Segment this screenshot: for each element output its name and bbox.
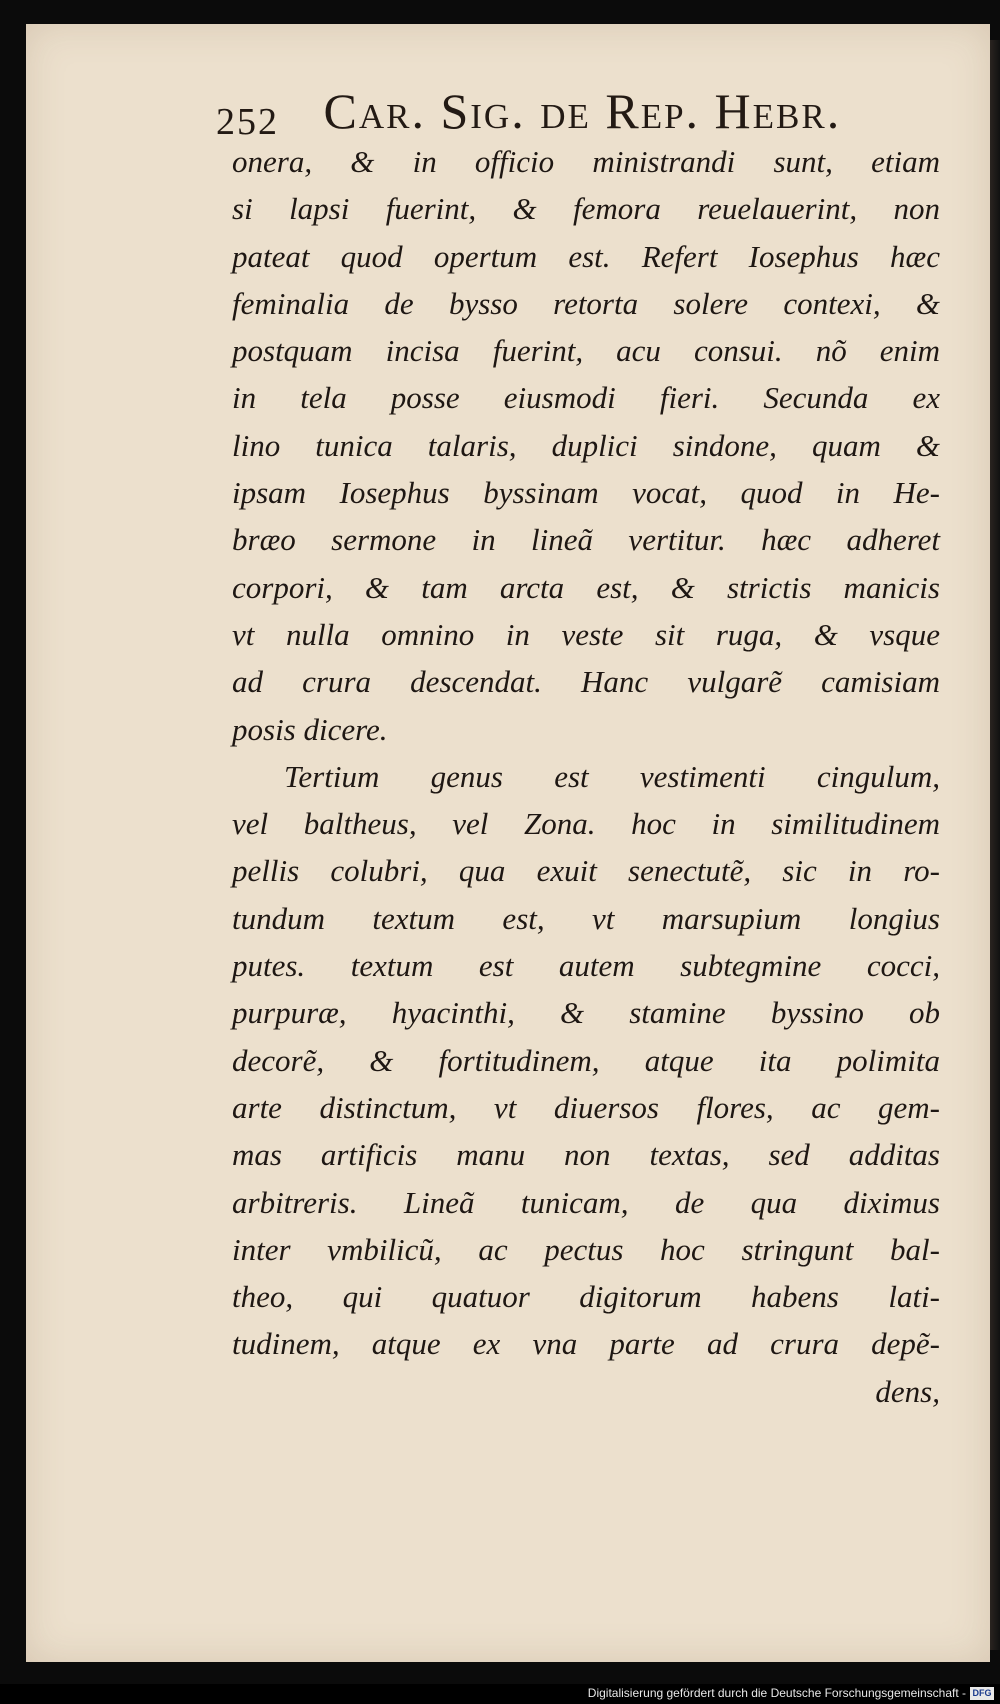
- text-line: vel baltheus, vel Zona. hoc in similitudinem: [232, 806, 940, 842]
- text-line: in tela posse eiusmodi fieri. Secunda ex: [232, 380, 940, 416]
- text-line: postquam incisa fuerint, acu consui. nõ enim: [232, 333, 940, 369]
- text-line: inter vmbilicũ, ac pectus hoc stringunt bal-: [232, 1231, 940, 1267]
- text-line: arbitreris. Lineã tunicam, de qua diximus: [232, 1184, 940, 1220]
- text-line: vt nulla omnino in veste sit ruga, & vsque: [232, 616, 940, 652]
- page-edge: [990, 40, 1000, 1650]
- text-line: si lapsi fuerint, & femora reuelauerint, non: [232, 191, 940, 227]
- text-line: ad crura descendat. Hanc vulgarẽ camisiam: [232, 664, 940, 700]
- body-text: [232, 138, 940, 1415]
- running-header: [216, 82, 936, 142]
- text-line: pellis colubri, qua exuit senectutẽ, sic in ro-: [232, 853, 940, 889]
- funding-credit: Digitalisierung gefördert durch die Deutsche Forschungsgemeinschaft -: [587, 1686, 966, 1700]
- text-line: arte distinctum, vt diuersos flores, ac gem-: [232, 1089, 940, 1125]
- text-line: Tertium genus est vestimenti cingulum,: [284, 758, 940, 794]
- text-line: lino tunica talaris, duplici sindone, quam &: [232, 427, 940, 463]
- text-line: tudinem, atque ex vna parte ad crura depẽ-: [232, 1326, 940, 1362]
- text-line: corpori, & tam arcta est, & strictis manicis: [232, 569, 940, 605]
- running-title: Car. Sig. de Rep. Hebr.: [323, 83, 842, 139]
- text-line: purpuræ, hyacinthi, & stamine byssino ob: [232, 995, 940, 1031]
- text-line: pateat quod opertum est. Refert Iosephus hæc: [232, 238, 940, 274]
- text-line: ipsam Iosephus byssinam vocat, quod in He-: [232, 475, 940, 511]
- catchword: dens,: [875, 1373, 940, 1409]
- page-number: 252: [216, 101, 279, 143]
- text-line: tundum textum est, vt marsupium longius: [232, 900, 940, 936]
- text-line: putes. textum est autem subtegmine cocci,: [232, 948, 940, 984]
- text-line: theo, qui quatuor digitorum habens lati-: [232, 1279, 940, 1315]
- text-line: decorẽ, & fortitudinem, atque ita polimita: [232, 1042, 940, 1078]
- digitization-footer: [0, 1684, 1000, 1704]
- text-line: feminalia de bysso retorta solere contexi, &: [232, 285, 940, 321]
- text-line: mas artificis manu non textas, sed additas: [232, 1137, 940, 1173]
- dfg-logo: DFG: [970, 1687, 994, 1700]
- text-line: onera, & in officio ministrandi sunt, etiam: [232, 144, 940, 179]
- text-line: posis dicere.: [232, 711, 388, 747]
- text-line: bræo sermone in lineã vertitur. hæc adheret: [232, 522, 940, 558]
